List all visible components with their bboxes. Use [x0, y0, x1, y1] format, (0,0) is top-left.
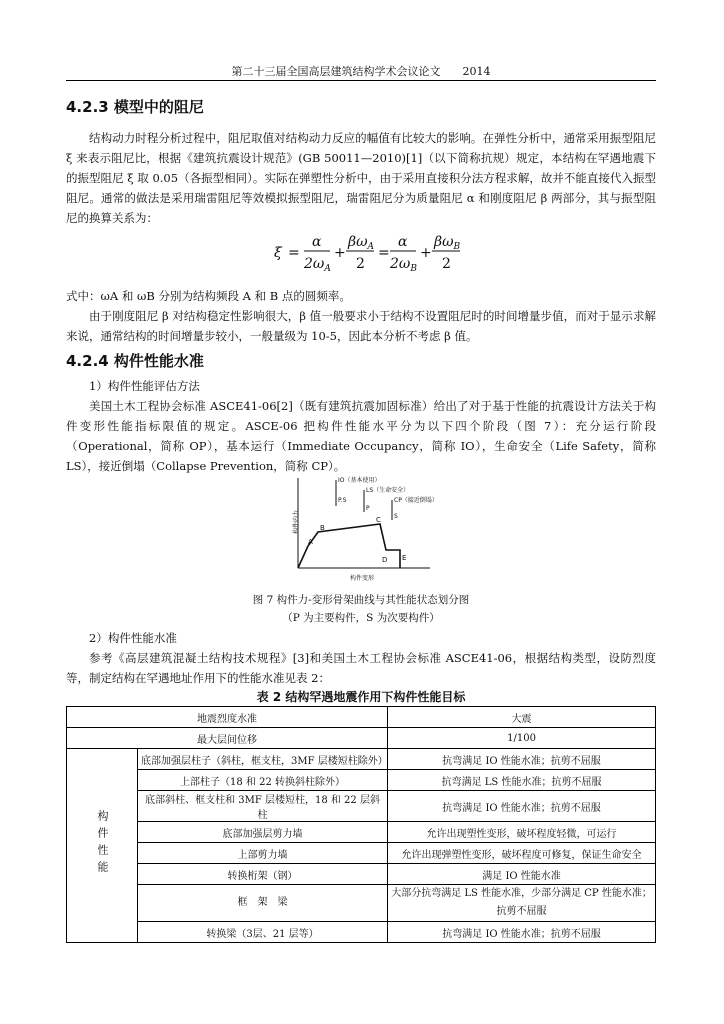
target-cell: 大部分抗弯满足 LS 性能水准，少部分满足 CP 性能水准；抗剪不屈服 — [388, 885, 656, 922]
target-cell: 抗弯满足 IO 性能水准；抗剪不屈服 — [388, 749, 656, 770]
header-rule — [66, 80, 656, 81]
svg-text:ξ: ξ — [274, 245, 282, 261]
member-cell: 底部加强层柱子（斜柱，框支柱，3MF 层楼短柱除外） — [138, 749, 388, 770]
running-header: 第二十三届全国高层建筑结构学术会议论文 2014 — [231, 65, 491, 78]
member-cell: 转换桁架（钢） — [138, 864, 388, 885]
section-heading-performance: 4.2.4 构件性能水准 — [66, 352, 204, 370]
svg-text:α: α — [398, 234, 408, 250]
figure-caption-note: （P 为主要构件，S 为次要构件） — [282, 612, 440, 624]
table-row — [67, 791, 656, 822]
skeleton-curve-figure — [280, 472, 440, 584]
member-cell: 底部斜柱、框支柱和 3MF 层楼短柱，18 和 22 层斜柱 — [138, 791, 388, 822]
asce-paragraph: 美国土木工程协会标准 ASCE41-06[2]（既有建筑抗震加固标准）给出了对于基于性能的抗震设计方法关于构件变形性能指标限值的规定。ASCE-06 把构件性能水平分为以下四个阶段（图 7）：充分运行阶段（Operational，简称 OP），基本运行（Immediate Occupancy，简称 IO），生命安全（Life Safety，简称 LS），接近倒塌（Collapse Prevention，简称 CP）。 — [66, 399, 656, 473]
svg-text:2ωB: $2\omega_B$ — [390, 256, 417, 274]
member-cell: 上部剪力墙 — [138, 843, 388, 864]
point-b: B — [320, 524, 325, 532]
table-row — [67, 728, 656, 749]
y-axis-label: 构件内力 — [293, 509, 300, 534]
target-cell: 抗弯满足 IO 性能水准；抗剪不屈服 — [388, 922, 656, 943]
subheading-performance-level: 2）构件性能水准 — [89, 631, 177, 645]
section-heading-damping: 4.2.3 模型中的阻尼 — [66, 98, 204, 116]
member-cell: 上部柱子（18 和 22 转换斜柱除外） — [138, 770, 388, 791]
performance-table — [66, 706, 656, 943]
svg-text:+: + — [334, 245, 346, 261]
drift-value: 1/100 — [388, 728, 656, 749]
member-cell: 框 架 梁 — [138, 885, 388, 922]
ls-label: LS（生命安全） — [366, 487, 410, 494]
table-row — [67, 922, 656, 943]
formula-where: 式中：ωA 和 ωB 分别为结构频段 A 和 B 点的圆频率。 — [66, 289, 351, 303]
svg-text:βωA: $\beta\omega_A$ — [348, 234, 375, 252]
table-row — [67, 822, 656, 843]
performance-paragraph: 参考《高层建筑混凝土结构技术规程》[3]和美国土木工程协会标准 ASCE41-06，根据结构类型，设防烈度等，制定结构在罕遇地址作用下的性能水准见表 2： — [66, 651, 656, 685]
table-row — [67, 770, 656, 791]
point-c: C — [376, 516, 381, 524]
svg-text:+: + — [420, 245, 432, 261]
svg-text:2: 2 — [442, 256, 451, 272]
p-label: P — [366, 505, 370, 512]
ps-label: P.S — [338, 497, 347, 504]
figure-caption: 图 7 构件力-变形骨架曲线与其性能状态划分图 — [252, 594, 470, 606]
s-label: S — [394, 513, 398, 520]
io-label: IO（基本使用） — [338, 477, 381, 484]
target-cell: 满足 IO 性能水准 — [388, 864, 656, 885]
subheading-evaluation-method: 1）构件性能评估方法 — [89, 379, 200, 393]
group-label-cell — [67, 749, 138, 943]
stiffness-damping-paragraph: 由于刚度阻尼 β 对结构稳定性影响很大，β 值一般要求小于结构不设置阻尼时的时间增量步值，而对于显示求解来说，通常结构的时间增量步较小，一般量级为 10-5，因此本分析不考虑 β 值。 — [66, 309, 656, 343]
svg-text:2ωA: $2\omega_A$ — [304, 256, 331, 274]
point-d: D — [382, 556, 388, 564]
member-cell: 转换梁（3层、21 层等） — [138, 922, 388, 943]
damping-paragraph: 结构动力时程分析过程中，阻尼取值对结构动力反应的幅值有比较大的影响。在弹性分析中，通常采用振型阻尼 ξ 来表示阻尼比，根据《建筑抗震设计规范》(GB 50011—2010)[1]（以下简称抗规）规定，本结构在罕遇地震下的振型阻尼 ξ 取 0.05（各振型相同）。实际在弹塑性分析中，由于采用直接积分法方程求解，故并不能直接代入振型阻尼。通常的做法是采用瑞雷阻尼等效模拟振型阻尼，瑞雷阻尼分为质量阻尼 α 和刚度阻尼 β 两部分，其与振型阻尼的换算关系为： — [66, 131, 656, 225]
target-cell: 允许出现弹塑性变形，破坏程度可修复，保证生命安全 — [388, 843, 656, 864]
table-header-left: 地震烈度水准 — [67, 707, 388, 728]
table-row — [67, 749, 656, 770]
svg-text:α: α — [312, 234, 322, 250]
drift-label: 最大层间位移 — [67, 728, 388, 749]
target-cell: 抗弯满足 IO 性能水准；抗剪不屈服 — [388, 791, 656, 822]
table-row — [67, 843, 656, 864]
svg-text:=: = — [288, 245, 300, 261]
x-axis-label: 构件变形 — [350, 575, 375, 582]
svg-text:=: = — [378, 245, 390, 261]
member-cell: 底部加强层剪力墙 — [138, 822, 388, 843]
target-cell: 抗弯满足 LS 性能水准；抗剪不屈服 — [388, 770, 656, 791]
group-label: 构件性能 — [96, 810, 109, 878]
point-e: E — [402, 554, 407, 562]
table-header-right: 大震 — [388, 707, 656, 728]
svg-text:2: 2 — [356, 256, 365, 272]
table-row — [67, 885, 656, 922]
table-row — [67, 707, 656, 728]
cp-label: CP（接近倒塌） — [394, 497, 438, 504]
rayleigh-damping-formula — [270, 232, 470, 274]
target-cell: 允许出现塑性变形，破坏程度轻微，可运行 — [388, 822, 656, 843]
svg-text:βωB: $\beta\omega_B$ — [434, 234, 461, 252]
point-a: A — [308, 538, 313, 546]
table-row — [67, 864, 656, 885]
table-caption: 表 2 结构罕遇地震作用下构件性能目标 — [256, 690, 466, 704]
